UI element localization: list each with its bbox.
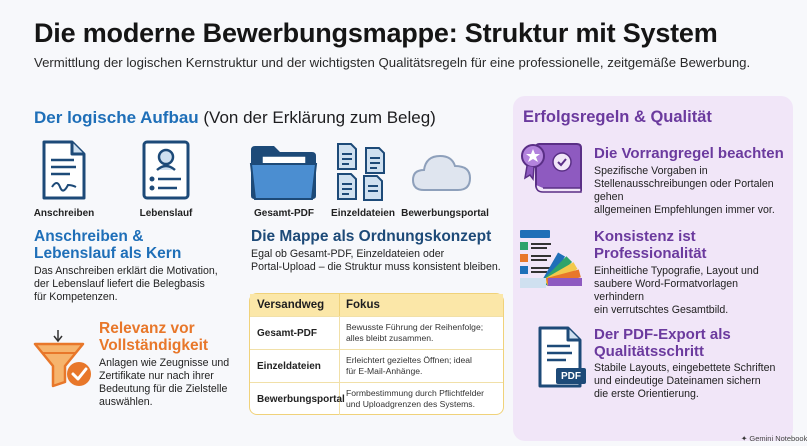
relevanz-heading-line2: Vollständigkeit: [99, 337, 209, 354]
konsistenz-body-line3: ein verrutschtes Gesamtbild.: [594, 304, 729, 316]
pdf-export-heading-line1: Der PDF-Export als: [594, 326, 731, 343]
table-cell-fokus: [340, 355, 503, 377]
pdf-badge-label: PDF: [561, 371, 581, 382]
pdf-export-heading-line2: Qualitätsschritt: [594, 343, 705, 360]
fokus-line1: Bewusste Führung der Reihenfolge;: [346, 322, 484, 332]
icon-label-bewerbungsportal: Bewerbungsportal: [401, 208, 489, 219]
vorrang-body-line1: Spezifische Vorgaben in: [594, 165, 708, 177]
vorrang-body-line2: Stellenausschreibungen oder Portalen gehen: [594, 178, 774, 203]
kern-body: [34, 265, 244, 304]
table-row: [250, 382, 503, 415]
konsistenz-body: [594, 265, 790, 317]
table-header-versandweg: Versandweg: [250, 294, 340, 316]
table-header-fokus: Fokus: [346, 299, 380, 311]
funnel-icon: [33, 328, 95, 390]
kern-body-line2: der Lebenslauf liefert die Belegbasis: [34, 278, 205, 290]
relevanz-body: [99, 357, 244, 409]
table-cell-weg: Einzeldateien: [250, 350, 340, 382]
konsistenz-heading-line2: Professionalität: [594, 245, 707, 262]
document-icon: [40, 140, 88, 202]
page-title: Die moderne Bewerbungsmappe: Struktur mit System: [34, 18, 718, 48]
pdf-export-body-line2: und eindeutige Dateinamen sichern: [594, 375, 761, 387]
table-cell-weg: Bewerbungsportal: [250, 383, 340, 415]
icon-label-lebenslauf: Lebenslauf: [139, 208, 193, 219]
resume-icon: [141, 140, 191, 202]
section-title-rest: (Von der Erklärung zum Beleg): [198, 108, 436, 127]
vorrang-body-line3: allgemeinen Empfehlungen immer vor.: [594, 204, 775, 216]
kern-body-line1: Das Anschreiben erklärt die Motivation,: [34, 265, 218, 277]
table-cell-fokus: [340, 322, 503, 344]
table-header: [250, 294, 503, 316]
layout-swatches-icon: [518, 228, 588, 292]
relevanz-heading: [99, 320, 244, 354]
table-cell-fokus: [340, 388, 503, 410]
table-cell-weg: Gesamt-PDF: [250, 317, 340, 349]
konsistenz-heading: [594, 228, 790, 262]
panel-title: Erfolgsregeln & Qualität: [523, 108, 712, 126]
icon-label-anschreiben: Anschreiben: [33, 208, 95, 219]
relevanz-body-line1: Anlagen wie Zeugnisse und: [99, 357, 230, 369]
pdf-export-heading: [594, 326, 790, 360]
vorrang-body: [594, 165, 790, 217]
footer-label: Gemini Notebook: [749, 434, 807, 443]
kern-body-line3: für Kompetenzen.: [34, 291, 118, 303]
mappe-body-line2: Portal-Upload – die Struktur muss konsistent bleiben.: [251, 261, 501, 273]
pdf-export-body-line1: Stabile Layouts, eingebettete Schriften: [594, 362, 776, 374]
pdf-export-body: [594, 362, 790, 401]
mappe-body-line1: Egal ob Gesamt-PDF, Einzeldateien oder: [251, 248, 445, 260]
page-subtitle: Vermittlung der logischen Kernstruktur und der wichtigsten Qualitätsregeln für eine professionelle, zeitgemäße Bewerbung.: [34, 55, 751, 70]
relevanz-body-line2: Zertifikate nur nach ihrer: [99, 370, 214, 382]
pdf-export-body-line3: die erste Orientierung.: [594, 388, 699, 400]
relevanz-body-line4: auswählen.: [99, 396, 153, 408]
fokus-line1: Erleichtert gezieltes Öffnen; ideal: [346, 355, 472, 365]
mappe-body: [251, 248, 511, 274]
rulebook-badge-icon: [519, 140, 585, 196]
konsistenz-body-line1: Einheitliche Typografie, Layout und: [594, 265, 759, 277]
section-title-aufbau: [34, 108, 436, 128]
versandweg-table: [249, 293, 504, 415]
konsistenz-body-line2: saubere Word-Formatvorlagen verhindern: [594, 278, 739, 303]
fokus-line2: für E-Mail-Anhänge.: [346, 366, 423, 376]
kern-heading: [34, 228, 244, 262]
files-icon: [334, 142, 392, 202]
kern-heading-line2: Lebenslauf als Kern: [34, 245, 182, 262]
fokus-line2: alles bleibt zusammen.: [346, 333, 434, 343]
cloud-icon: [410, 148, 474, 194]
fokus-line1: Formbestimmung durch Pflichtfelder: [346, 388, 485, 398]
sparkle-icon: ✦: [741, 434, 750, 443]
icon-label-einzeldateien: Einzeldateien: [331, 208, 395, 219]
mappe-heading: Die Mappe als Ordnungskonzept: [251, 228, 492, 245]
fokus-line2: und Uploadgrenzen des Systems.: [346, 399, 475, 409]
section-title-bold: Der logische Aufbau: [34, 108, 199, 127]
konsistenz-heading-line1: Konsistenz ist: [594, 228, 696, 245]
footer-brand: [741, 434, 807, 443]
kern-heading-line1: Anschreiben &: [34, 228, 144, 245]
folder-icon: [248, 142, 320, 202]
table-row: [250, 316, 503, 349]
vorrang-heading: Die Vorrangregel beachten: [594, 145, 784, 162]
icon-label-gesamt-pdf: Gesamt-PDF: [253, 208, 314, 219]
relevanz-body-line3: Bedeutung für die Zielstelle: [99, 383, 228, 395]
table-row: [250, 349, 503, 382]
relevanz-heading-line1: Relevanz vor: [99, 320, 195, 337]
